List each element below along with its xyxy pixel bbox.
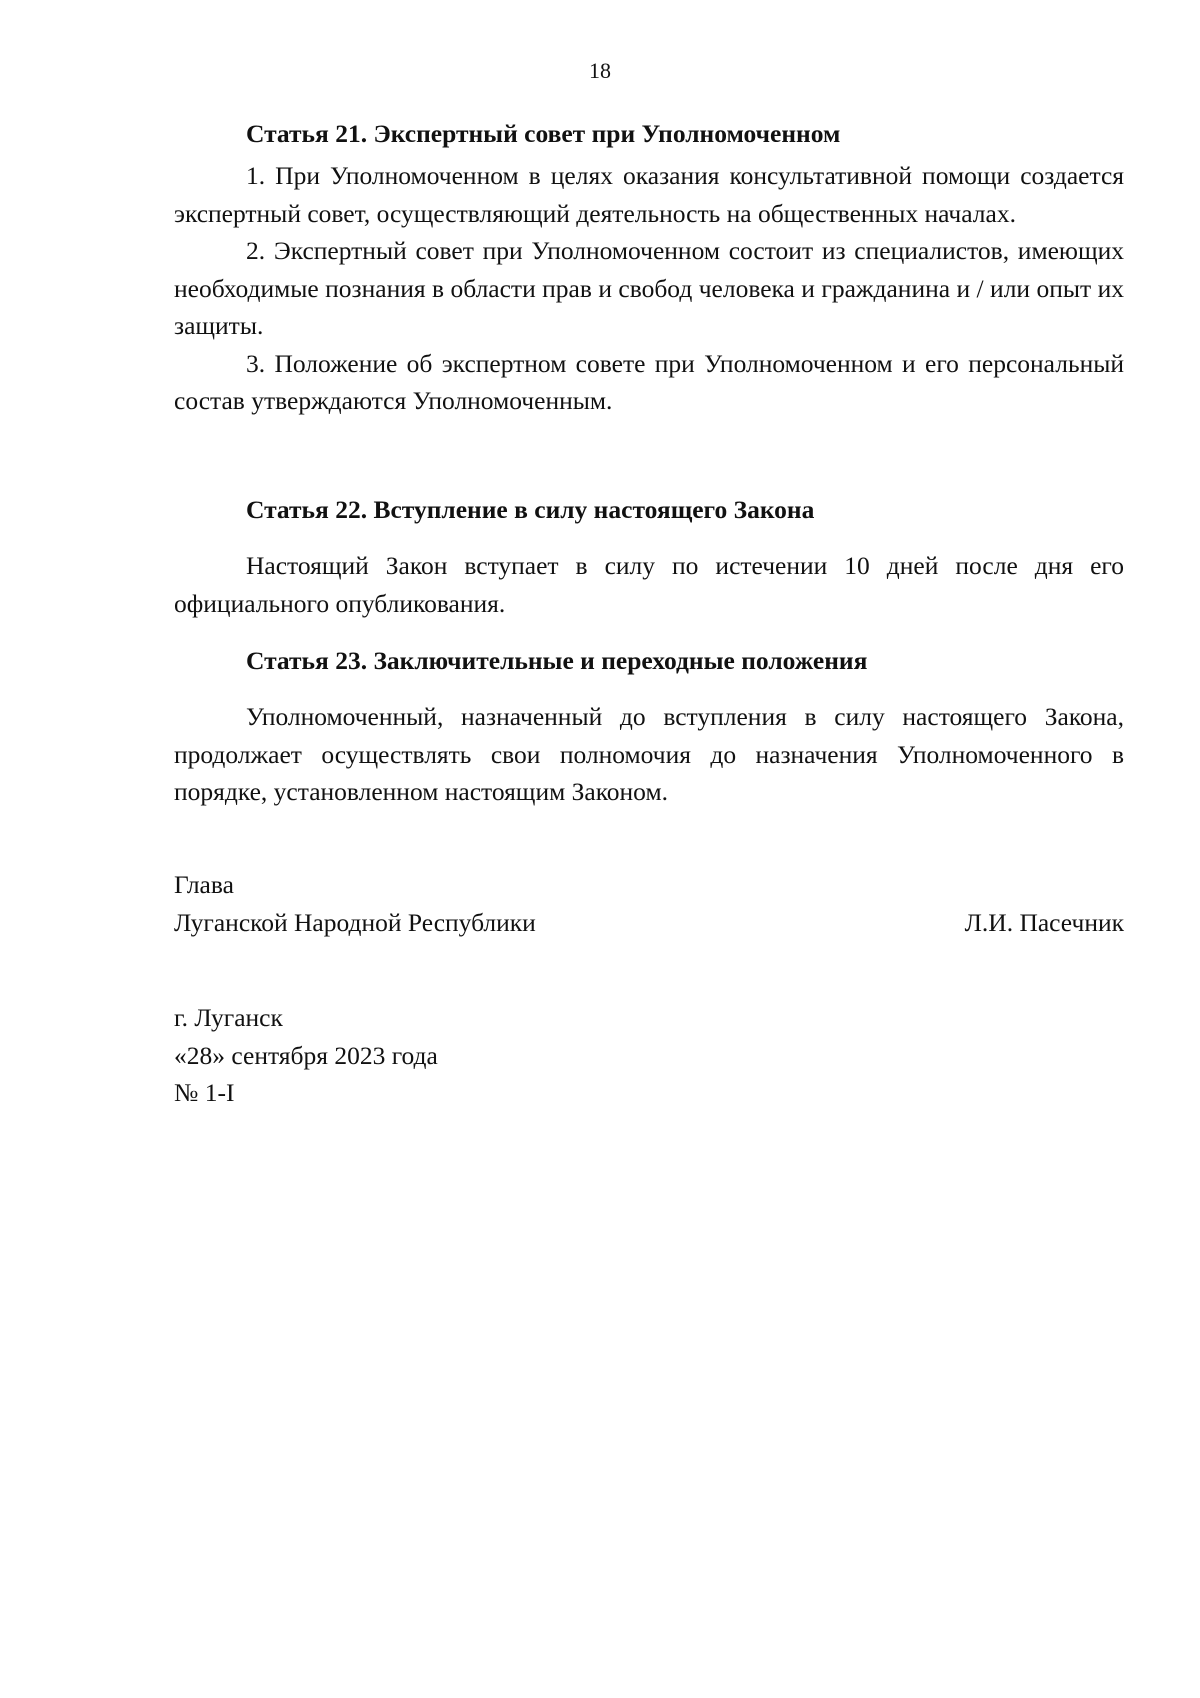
place-of-signing: г. Луганск bbox=[174, 1003, 283, 1032]
article-22-body bbox=[174, 547, 1124, 622]
document-footer bbox=[174, 999, 1124, 1112]
article-21-paragraph-1: 1. При Уполномоченном в целях оказания консультативной помощи создается экспертный совет, осуществляющий деятельность на общественных началах. bbox=[174, 161, 1124, 228]
article-23-body bbox=[174, 698, 1124, 811]
article-21-paragraph-2: 2. Экспертный совет при Уполномоченном состоит из специалистов, имеющих необходимые познания в области прав и свобод человека и гражданина и / или опыт их защиты. bbox=[174, 236, 1124, 340]
signatory-row bbox=[174, 904, 1124, 942]
article-21-paragraph-3: 3. Положение об экспертном совете при Уполномоченном и его персональный состав утверждаются Уполномоченным. bbox=[174, 348, 1124, 415]
signing-date: «28» сентября 2023 года bbox=[174, 1040, 438, 1070]
article-21-heading: Статья 21. Экспертный совет при Уполномоченном bbox=[246, 119, 841, 148]
article-23-heading: Статья 23. Заключительные и переходные положения bbox=[246, 646, 868, 675]
article-21-body bbox=[174, 157, 1124, 420]
page-number: 18 bbox=[589, 58, 611, 83]
signatory-name: Л.И. Пасечник bbox=[964, 907, 1124, 937]
signatory-title-line-1: Глава bbox=[174, 870, 234, 899]
article-22-heading: Статья 22. Вступление в силу настоящего Закона bbox=[246, 495, 815, 524]
article-23-paragraph-1: Уполномоченный, назначенный до вступления в силу настоящего Закона, продолжает осуществлять свои полномочия до назначения Уполномоченного в порядке, установленном настоящим Законом. bbox=[174, 702, 1124, 806]
signatory-title-line-2: Луганской Народной Республики bbox=[174, 907, 536, 937]
signature-block bbox=[174, 866, 1124, 941]
article-22-paragraph-1: Настоящий Закон вступает в силу по истечении 10 дней после дня его официального опубликования. bbox=[174, 551, 1124, 618]
law-number: № 1-I bbox=[174, 1078, 235, 1107]
